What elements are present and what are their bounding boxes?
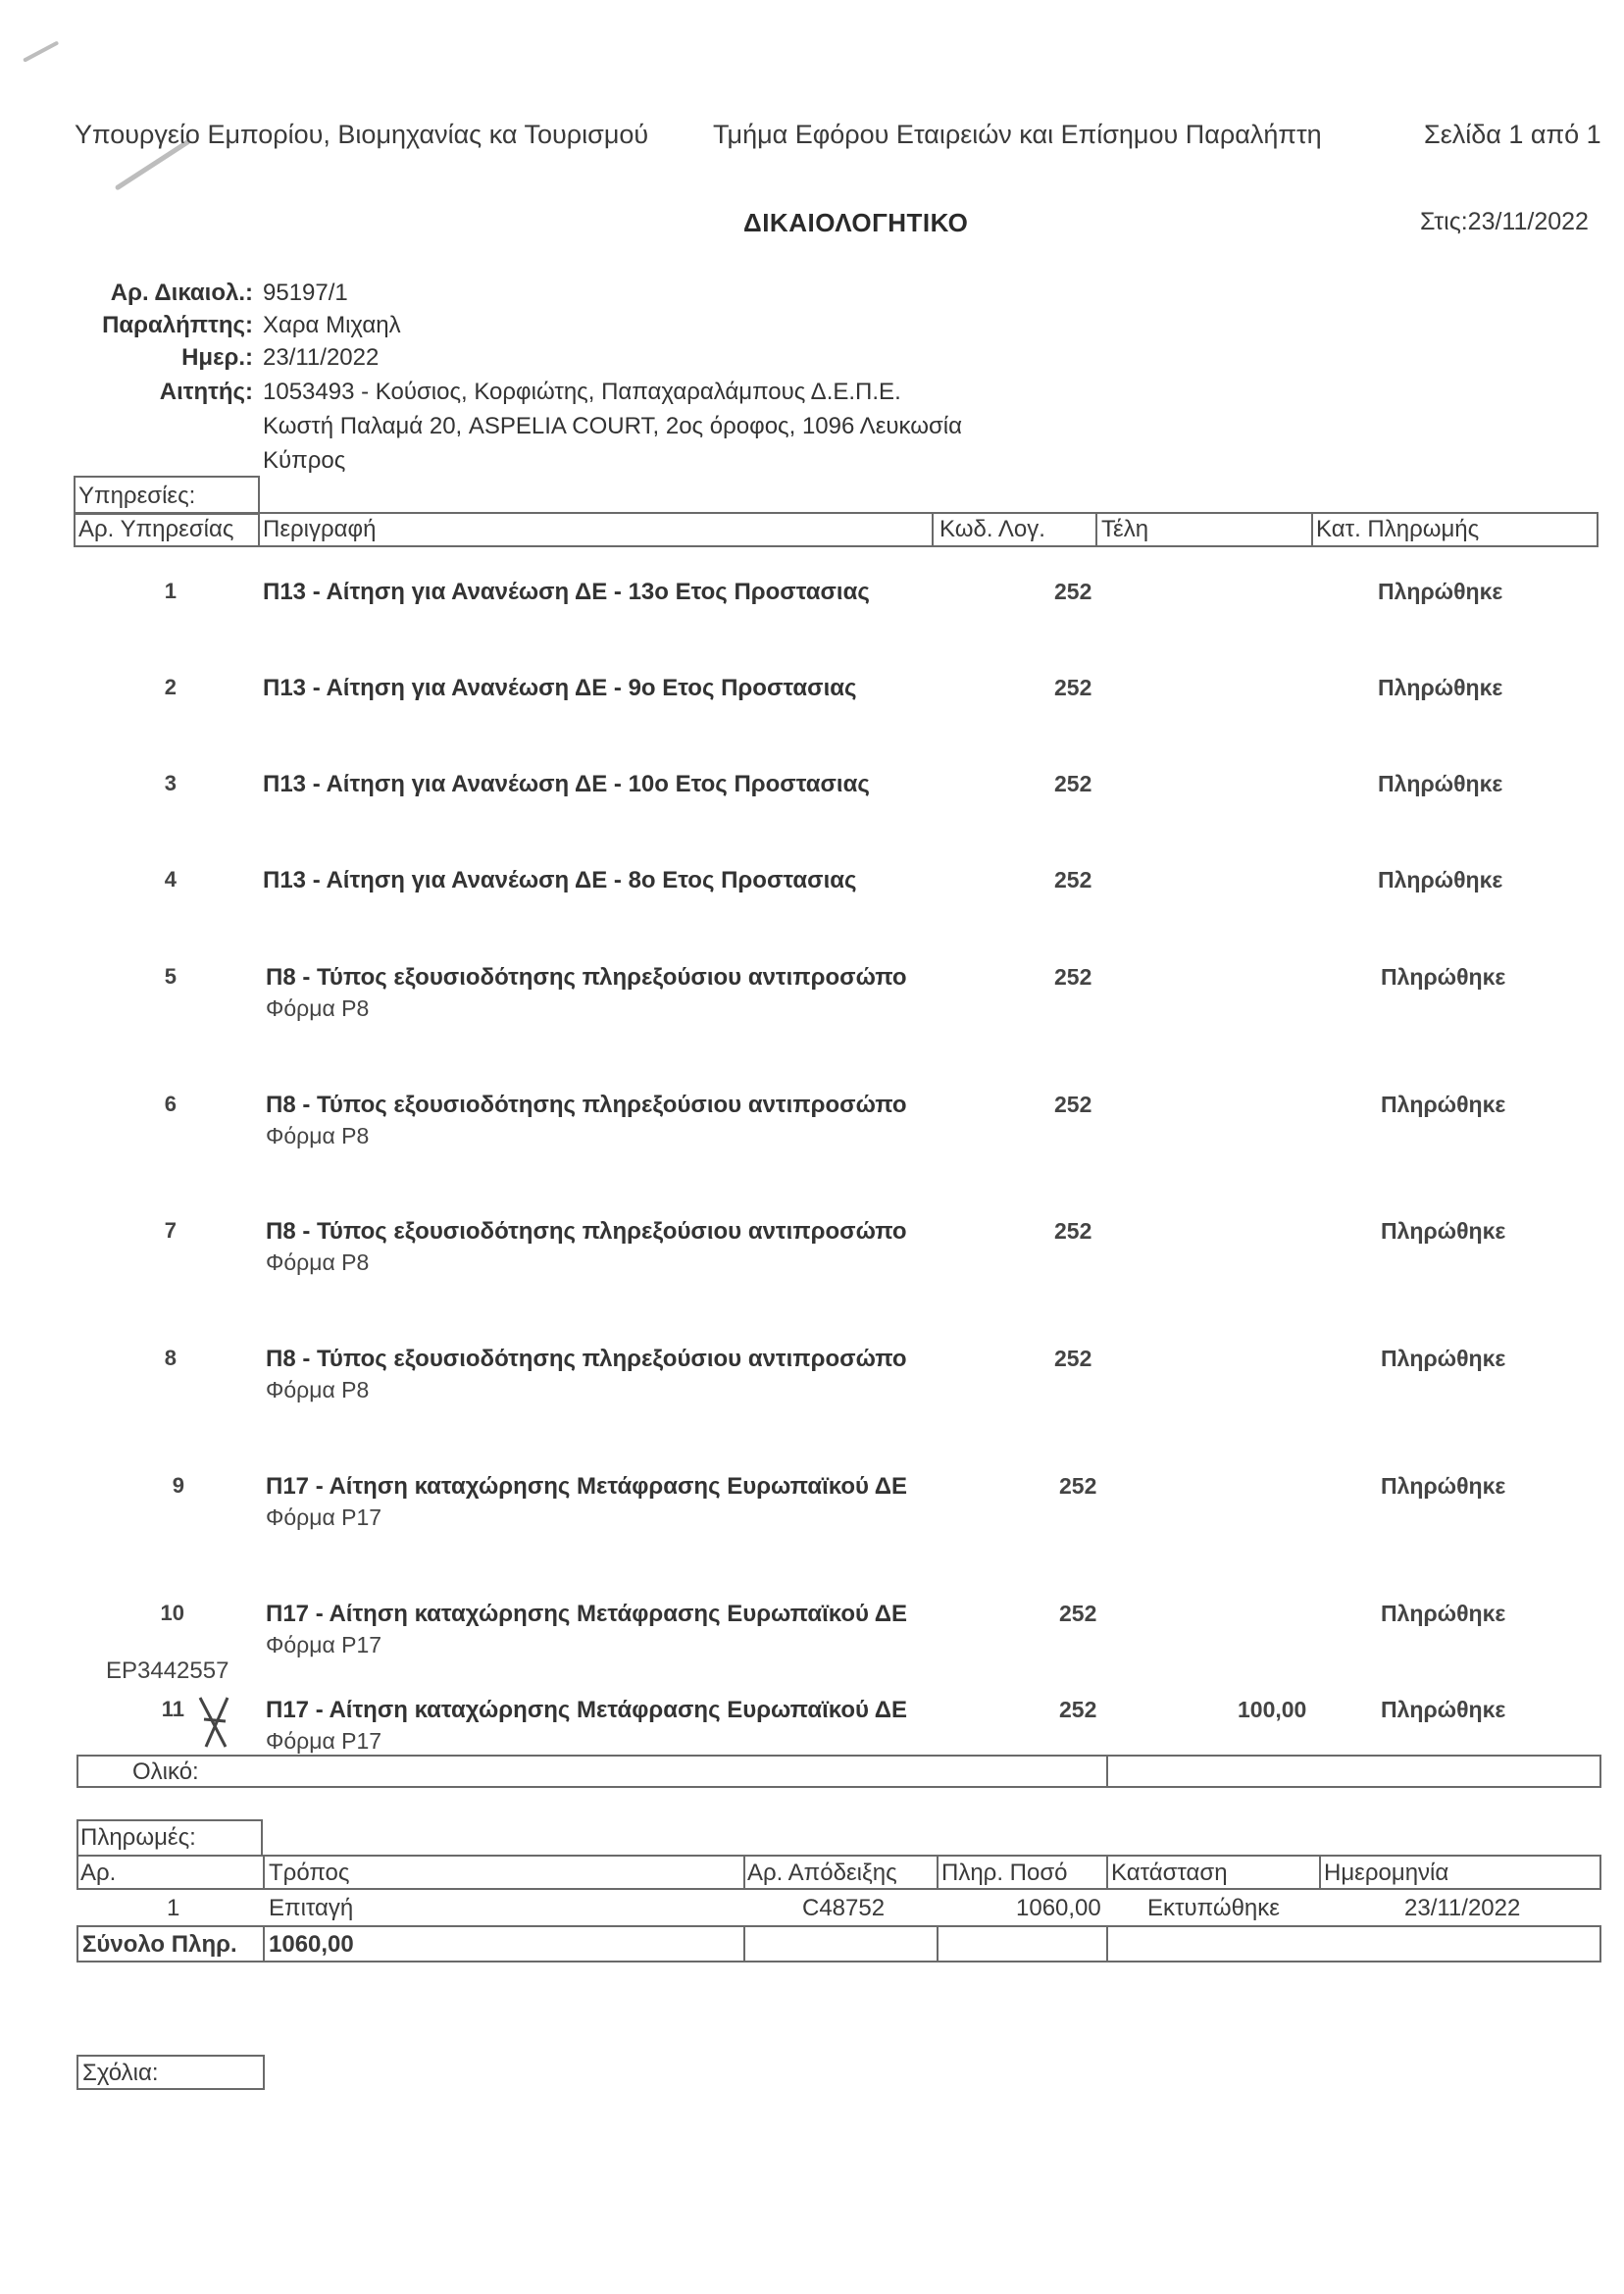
service-description: Π17 - Αίτηση καταχώρησης Μετάφρασης Ευρωπαϊκού ΔΕ [266, 1473, 908, 1500]
ministry-name: Υπουργείο Εμπορίου, Βιομηχανίας κα Τουρισμού [75, 120, 649, 149]
column-divider [932, 512, 934, 547]
column-divider [263, 1855, 265, 1890]
account-code: 252 [1054, 675, 1092, 700]
account-code: 252 [1054, 579, 1092, 604]
date-value: 23/11/2022 [263, 344, 380, 371]
service-description: Π8 - Τύπος εξουσιοδότησης πληρεξούσιου αντιπροσώπο [266, 1218, 907, 1245]
column-divider [263, 1925, 265, 1963]
service-no: 4 [164, 867, 177, 892]
service-no: 10 [160, 1601, 184, 1625]
col-payment-status: Κατ. Πληρωμής [1316, 516, 1480, 542]
document-title: ΔΙΚΑΙΟΛΟΓΗΤΙΚΟ [743, 208, 969, 237]
service-no: 2 [164, 675, 177, 699]
account-code: 252 [1054, 1218, 1092, 1244]
service-form: Φόρμα P8 [266, 1249, 370, 1275]
services-section-label: Υπηρεσίες: [78, 483, 196, 509]
service-no: 6 [164, 1092, 177, 1116]
payments-total-label: Σύνολο Πληρ. [82, 1931, 237, 1958]
applicant-line2: Κωστή Παλαμά 20, ASPELIA COURT, 2ος όροφος, 1096 Λευκωσία [263, 413, 962, 439]
payment-status: Εκτυπώθηκε [1147, 1895, 1280, 1921]
payment-status: Πληρώθηκε [1378, 771, 1503, 796]
payment-status: Πληρώθηκε [1381, 1218, 1506, 1244]
date-label: Ημερ.: [181, 344, 253, 371]
payment-status: Πληρώθηκε [1381, 1346, 1506, 1371]
document-date: Στις:23/11/2022 [1420, 208, 1589, 235]
col-account-code: Κωδ. Λογ. [939, 516, 1045, 542]
account-code: 252 [1054, 771, 1092, 796]
recipient: Χαρα Μιχαηλ [263, 312, 401, 338]
payment-date: 23/11/2022 [1404, 1895, 1521, 1921]
applicant-line3: Κύπρος [263, 447, 346, 474]
service-description: Π8 - Τύπος εξουσιοδότησης πληρεξούσιου αντιπροσώπο [266, 1346, 907, 1372]
payment-status: Πληρώθηκε [1381, 964, 1506, 990]
column-divider [937, 1855, 939, 1890]
account-code: 252 [1059, 1697, 1097, 1722]
column-divider [1106, 1755, 1108, 1788]
payment-status: Πληρώθηκε [1378, 675, 1503, 700]
col-pay-status: Κατάσταση [1111, 1860, 1228, 1886]
account-code: 252 [1054, 1092, 1092, 1117]
account-code: 252 [1054, 867, 1092, 892]
applicant-label: Αιτητής: [159, 379, 253, 405]
col-pay-receipt: Αρ. Απόδειξης [747, 1860, 897, 1886]
service-no: 7 [164, 1218, 177, 1243]
column-divider [743, 1925, 745, 1963]
service-description: Π8 - Τύπος εξουσιοδότησης πληρεξούσιου αντιπροσώπο [266, 1092, 907, 1118]
page-info: Σελίδα 1 από 1 [1424, 120, 1601, 149]
account-code: 252 [1054, 964, 1092, 990]
service-description: Π13 - Αίτηση για Ανανέωση ΔΕ - 8ο Ετος Προστασιας [263, 867, 857, 893]
payment-status: Πληρώθηκε [1378, 579, 1503, 604]
recipient-label: Παραλήπτης: [102, 312, 253, 338]
service-form: Φόρμα P8 [266, 1123, 370, 1148]
col-pay-amount: Πληρ. Ποσό [941, 1860, 1068, 1886]
services-total-label: Ολικό: [132, 1759, 199, 1785]
service-no: 3 [164, 771, 177, 795]
service-no: 1 [164, 579, 177, 603]
payments-section-label: Πληρωμές: [80, 1824, 196, 1851]
service-description: Π13 - Αίτηση για Ανανέωση ΔΕ - 13ο Ετος Προστασιας [263, 579, 870, 605]
service-form: Φόρμα P17 [266, 1632, 382, 1657]
service-form: Φόρμα P8 [266, 995, 370, 1021]
service-no: 11 [161, 1697, 184, 1721]
payment-status: Πληρώθηκε [1378, 867, 1503, 892]
column-divider [1311, 512, 1313, 547]
service-form: Φόρμα P8 [266, 1377, 370, 1402]
account-code: 252 [1054, 1346, 1092, 1371]
receipt-no-label: Αρ. Δικαιολ.: [110, 280, 253, 306]
col-fees: Τέλη [1101, 516, 1149, 542]
column-divider [937, 1925, 939, 1963]
account-code: 252 [1059, 1601, 1097, 1626]
service-form: Φόρμα P17 [266, 1504, 382, 1530]
col-description: Περιγραφή [263, 516, 377, 542]
account-code: 252 [1059, 1473, 1097, 1499]
payment-receipt: C48752 [802, 1895, 886, 1921]
payment-method: Επιταγή [269, 1895, 354, 1921]
column-divider [1319, 1855, 1321, 1890]
service-description: Π8 - Τύπος εξουσιοδότησης πληρεξούσιου αντιπροσώπο [266, 964, 907, 991]
payment-no: 1 [167, 1895, 180, 1921]
receipt-no: 95197/1 [263, 280, 348, 306]
service-no: 8 [164, 1346, 177, 1370]
service-description: Π17 - Αίτηση καταχώρησης Μετάφρασης Ευρωπαϊκού ΔΕ [266, 1601, 908, 1627]
payment-status: Πληρώθηκε [1381, 1473, 1506, 1499]
col-pay-method: Τρόπος [269, 1860, 350, 1886]
comments-label: Σχόλια: [82, 2060, 159, 2086]
column-divider [1106, 1855, 1108, 1890]
column-divider [1106, 1925, 1108, 1963]
department-name: Τμήμα Εφόρου Εταιρειών και Επίσημου Παραλήπτη [713, 120, 1322, 149]
services-total-row [76, 1755, 1601, 1788]
payment-status: Πληρώθηκε [1381, 1601, 1506, 1626]
col-pay-no: Αρ. [80, 1860, 117, 1886]
col-pay-date: Ημερομηνία [1324, 1860, 1449, 1886]
service-description: Π17 - Αίτηση καταχώρησης Μετάφρασης Ευρωπαϊκού ΔΕ [266, 1697, 908, 1723]
applicant-line1: 1053493 - Κούσιος, Κορφιώτης, Παπαχαραλάμπους Δ.Ε.Π.Ε. [263, 379, 901, 405]
column-divider [743, 1855, 745, 1890]
service-fee: 100,00 [1238, 1697, 1307, 1722]
service-description: Π13 - Αίτηση για Ανανέωση ΔΕ - 10ο Ετος Προστασιας [263, 771, 870, 797]
service-description: Π13 - Αίτηση για Ανανέωση ΔΕ - 9ο Ετος Προστασιας [263, 675, 857, 701]
payments-total: 1060,00 [269, 1931, 354, 1958]
column-divider [1095, 512, 1097, 547]
pen-mark [23, 40, 59, 62]
column-divider [258, 512, 260, 547]
service-form: Φόρμα P17 [266, 1728, 382, 1754]
handwritten-cross-mark [196, 1692, 235, 1751]
service-no: 9 [172, 1473, 184, 1498]
payment-amount: 1060,00 [1016, 1895, 1101, 1921]
payment-status: Πληρώθηκε [1381, 1697, 1506, 1722]
handwritten-reference: EP3442557 [106, 1657, 229, 1684]
payment-status: Πληρώθηκε [1381, 1092, 1506, 1117]
col-service-no: Αρ. Υπηρεσίας [78, 516, 234, 542]
service-no: 5 [164, 964, 177, 989]
